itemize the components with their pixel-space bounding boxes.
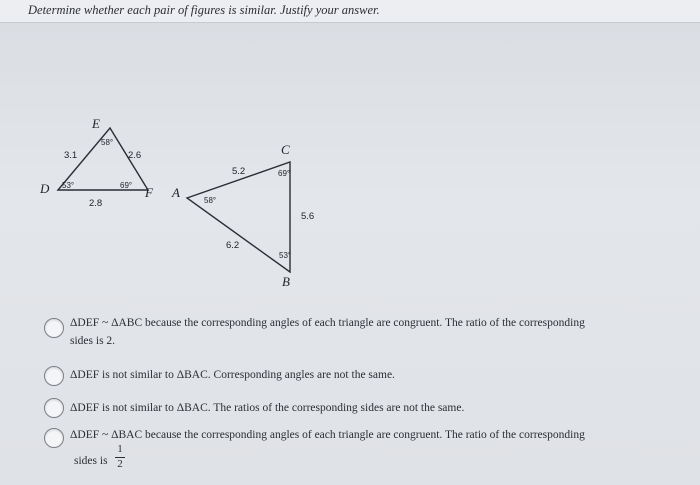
vertex-a: A [172,185,180,200]
vertex-b: B [282,274,290,289]
vertex-f: F [145,185,153,200]
option-1-radio[interactable] [44,318,64,338]
option-4-fraction-numerator: 1 [117,443,123,455]
angle-e: 58° [101,138,114,147]
option-2-line1: ΔDEF is not similar to ΔBAC. Corresponding angles are not the same. [70,369,395,381]
option-4-radio[interactable] [44,428,64,448]
angle-b: 53° [279,251,292,260]
question-text: Determine whether each pair of figures is similar. Justify your answer. [28,3,380,17]
option-4-fraction-denominator: 2 [117,458,123,470]
side-ab: 6.2 [226,240,240,251]
option-3-line1: ΔDEF is not similar to ΔBAC. The ratios of the corresponding sides are not the same. [70,402,465,414]
side-bc: 5.6 [301,211,315,222]
vertex-c: C [281,142,290,157]
vertex-e: E [92,116,100,131]
option-2-radio[interactable] [44,366,64,386]
side-df: 2.8 [89,198,103,209]
side-ef: 2.6 [128,150,142,161]
angle-d: 53° [62,181,75,190]
angle-c: 69° [278,169,291,178]
vertex-d: D [40,181,50,196]
angle-a: 58° [204,196,217,205]
side-de: 3.1 [64,150,78,161]
side-ac: 5.2 [232,166,246,177]
option-4-line2: sides is [74,455,108,467]
angle-f: 69° [120,181,133,190]
option-3-radio[interactable] [44,398,64,418]
option-1-line2: sides is 2. [70,335,116,347]
option-4-line1: ΔDEF ~ ΔBAC because the corresponding angles of each triangle are congruent. The ratio of the corresponding [70,429,585,441]
option-1-line1: ΔDEF ~ ΔABC because the corresponding angles of each triangle are congruent. The ratio of the corresponding [70,317,585,329]
